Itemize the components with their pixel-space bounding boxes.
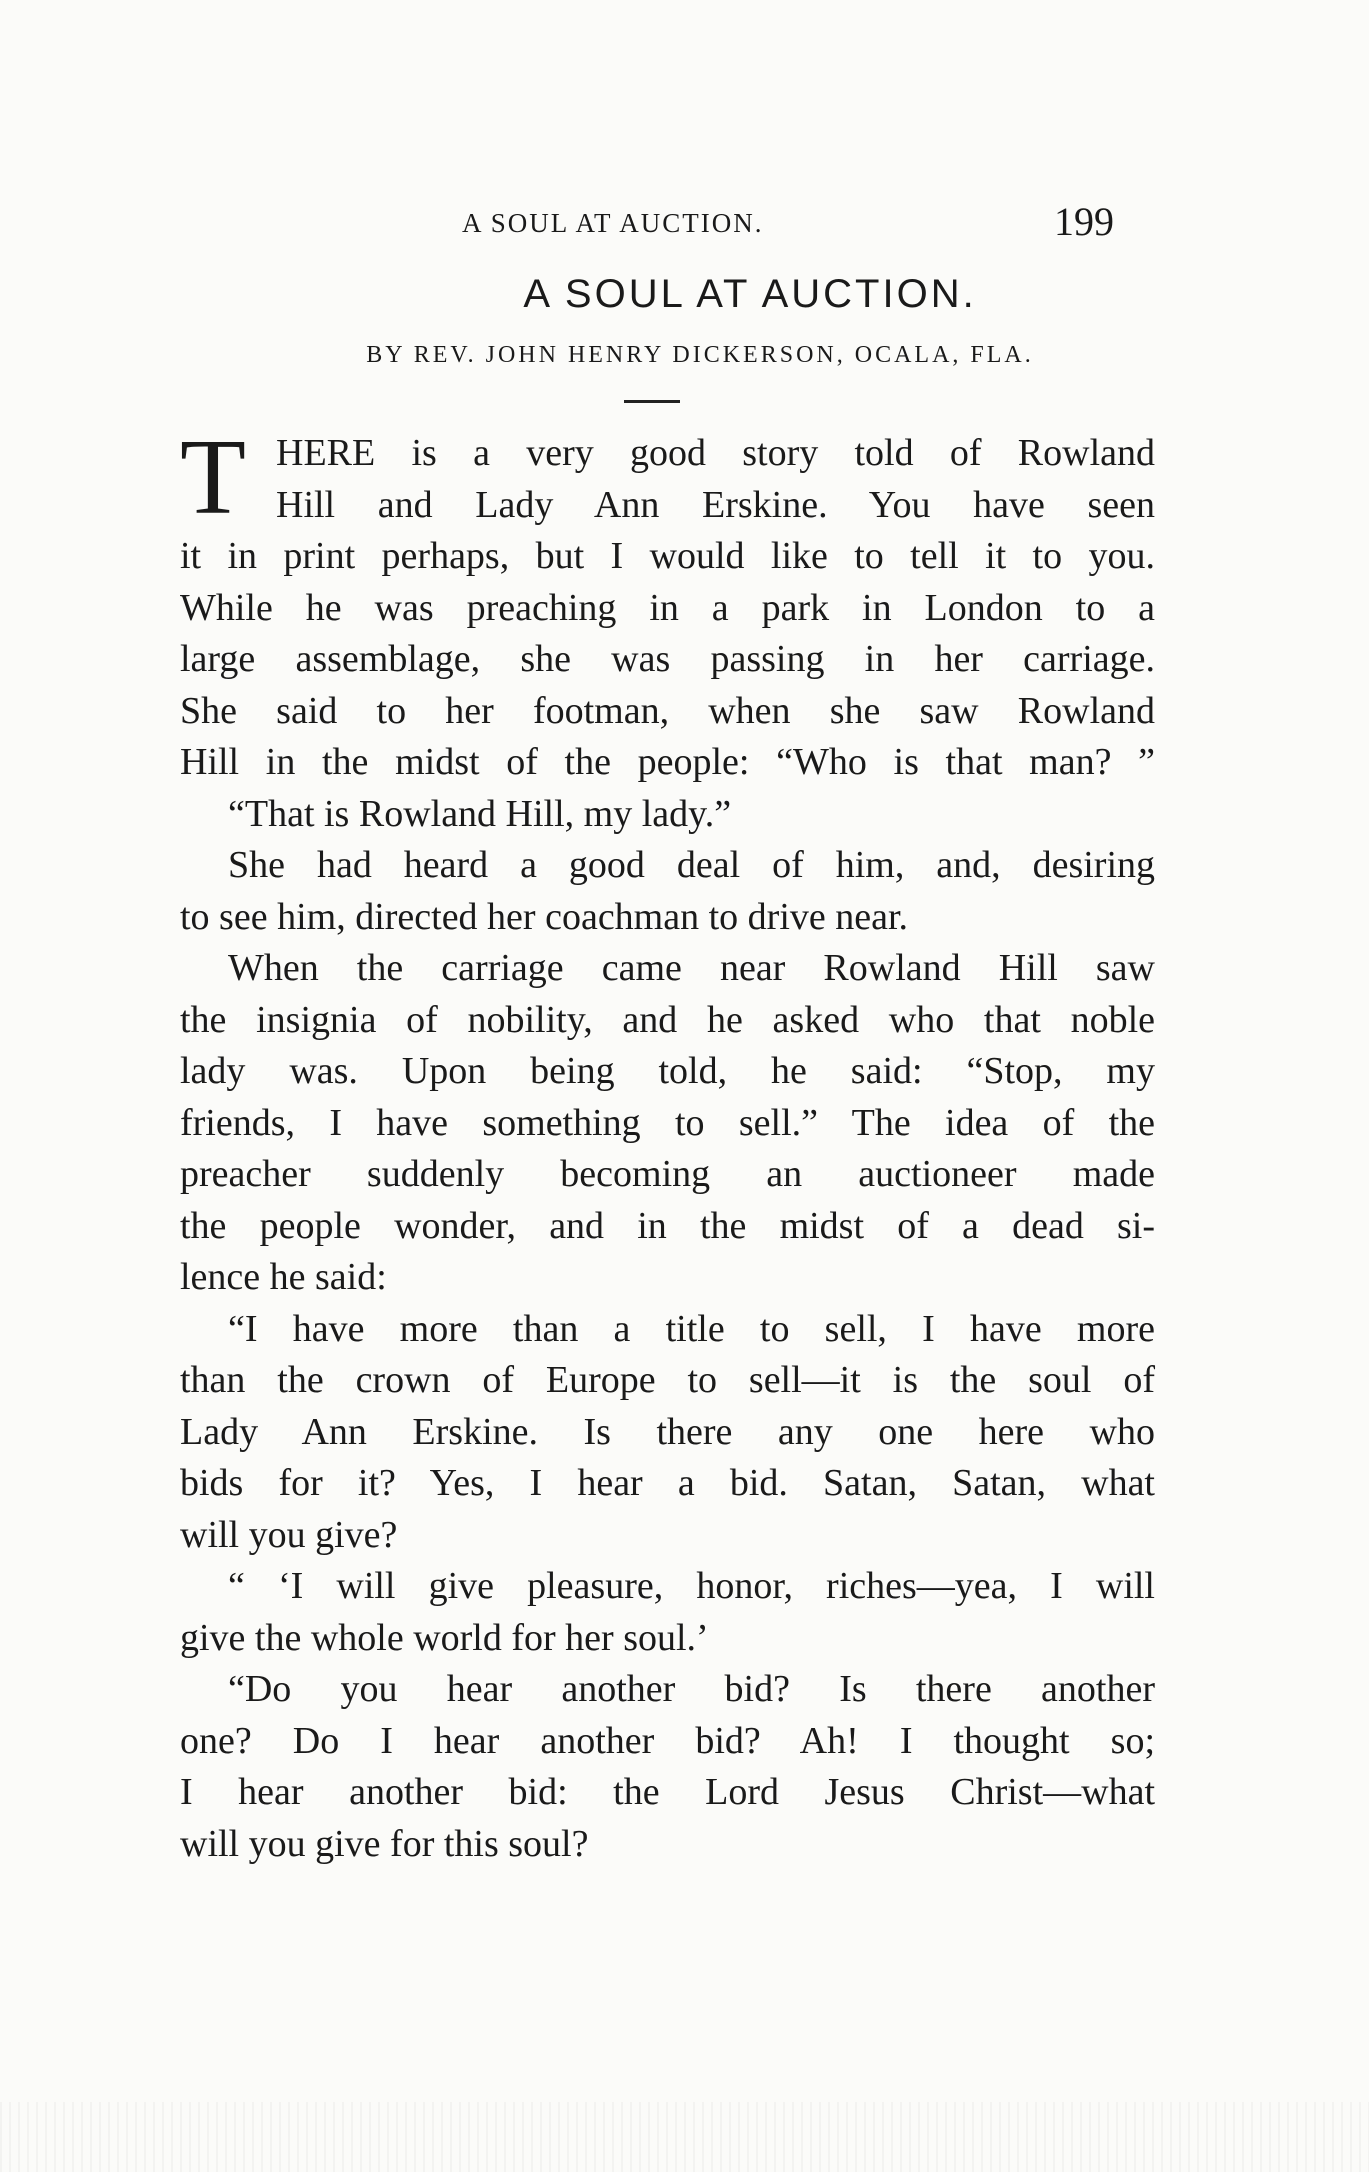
byline: BY REV. JOHN HENRY DICKERSON, OCALA, FLA. [366, 342, 1034, 368]
text-line: bids for it? Yes, I hear a bid. Satan, Satan, what [180, 1462, 1155, 1504]
text-line: HERE is a very good story told of Rowland [276, 432, 1155, 474]
text-line: She had heard a good deal of him, and, desiring [228, 844, 1155, 886]
text-line: the people wonder, and in the midst of a dead si- [180, 1204, 1155, 1247]
body-text [180, 418, 1155, 1870]
text-line: give the whole world for her soul.’ [180, 1616, 709, 1659]
text-line: Hill and Lady Ann Erskine. You have seen [276, 483, 1155, 526]
text-line: Hill in the midst of the people: “Who is that man? ” [180, 741, 1155, 783]
text-line: When the carriage came near Rowland Hill saw [228, 947, 1155, 989]
drop-cap: T [180, 418, 246, 537]
page-number: 199 [1054, 199, 1114, 244]
text-line: “That is Rowland Hill, my lady.” [228, 792, 732, 835]
text-line: lence he said: [180, 1256, 387, 1298]
text-line: Lady Ann Erskine. Is there any one here who [180, 1410, 1155, 1453]
text-line: preacher suddenly becoming an auctioneer made [180, 1153, 1155, 1195]
article-title: A SOUL AT AUCTION. [523, 272, 977, 316]
text-line: I hear another bid: the Lord Jesus Christ—what [180, 1771, 1155, 1813]
text-line: than the crown of Europe to sell—it is the soul of [180, 1359, 1155, 1401]
text-line: the insignia of nobility, and he asked who that noble [180, 998, 1155, 1041]
text-line: “ ‘I will give pleasure, honor, riches—yea, I will [228, 1565, 1155, 1607]
text-line: “I have more than a title to sell, I have more [228, 1307, 1155, 1350]
text-line: large assemblage, she was passing in her carriage. [180, 638, 1155, 680]
text-line: While he was preaching in a park in London to a [180, 586, 1155, 629]
title-rule [624, 400, 680, 403]
scan-noise [0, 2102, 1369, 2172]
text-line: will you give? [180, 1513, 398, 1556]
text-line: She said to her footman, when she saw Rowland [180, 689, 1155, 732]
text-line: friends, I have something to sell.” The idea of the [180, 1101, 1155, 1144]
text-line: lady was. Upon being told, he said: “Stop, my [180, 1050, 1155, 1092]
text-line: one? Do I hear another bid? Ah! I thought so; [180, 1719, 1155, 1762]
text-line: it in print perhaps, but I would like to tell it to you. [180, 535, 1155, 577]
running-head: A SOUL AT AUCTION. [462, 208, 764, 238]
text-line: “Do you hear another bid? Is there another [228, 1668, 1155, 1710]
text-line: to see him, directed her coachman to drive near. [180, 895, 909, 938]
text-line: will you give for this soul? [180, 1822, 589, 1865]
